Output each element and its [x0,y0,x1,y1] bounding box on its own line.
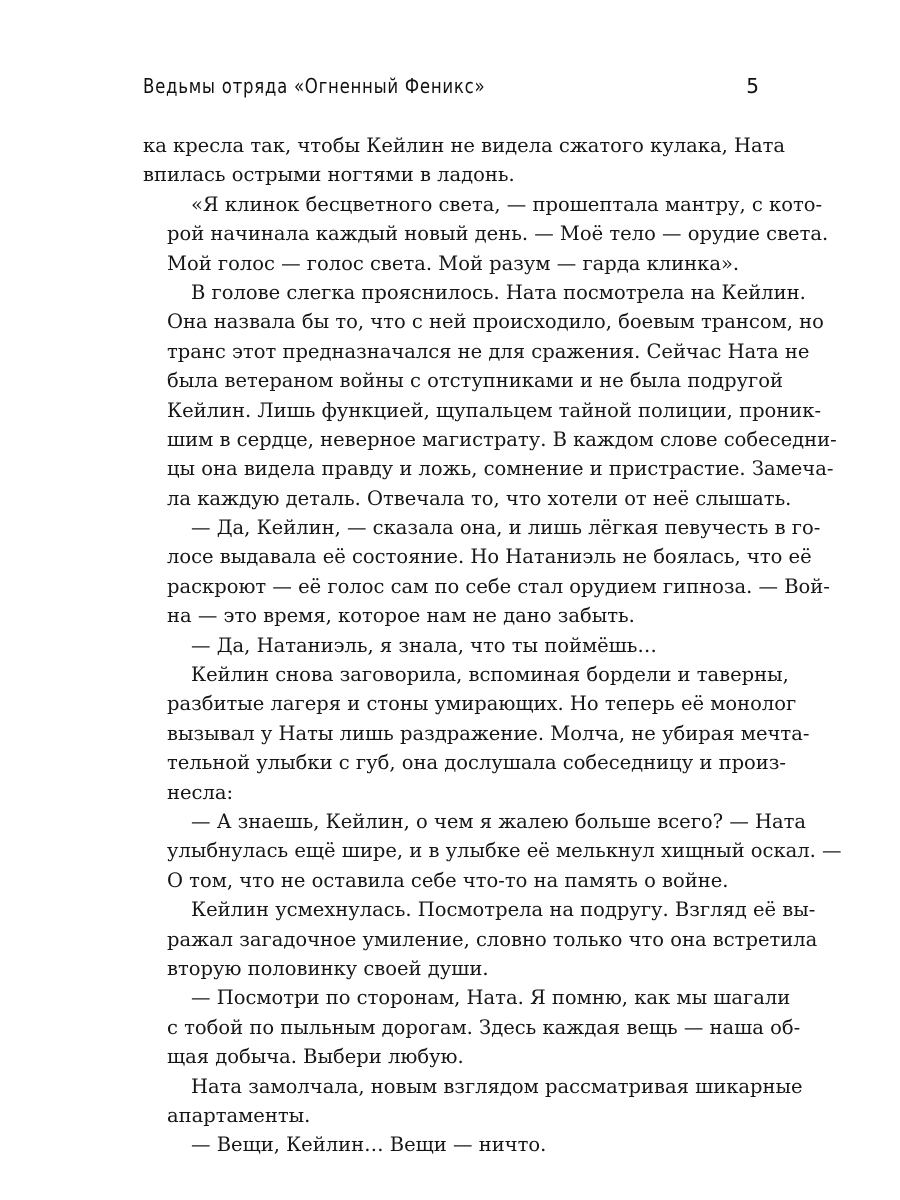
text-line: Она назвала бы то, что с ней происходило, боевым трансом, но [167,310,824,334]
paragraph [143,1130,761,1159]
paragraph [143,807,842,895]
running-header [143,74,761,110]
paragraph [143,190,829,278]
text-line: Мой голос — голос света. Мой разум — гарда клинка». [167,251,740,275]
paragraph [143,278,837,513]
text-line: — Да, Натаниэль, я знала, что ты поймёшь… [191,633,657,657]
text-line: — Да, Кейлин, — сказала она, и лишь лёгкая певучесть в го- [191,516,821,540]
text-line: вторую половинку своей души. [167,956,489,980]
text-line: тельной улыбки с губ, она дослушала собеседницу и произ- [167,751,787,775]
text-line: несла: [167,780,234,804]
text-line: Кейлин. Лишь функцией, щупальцем тайной полиции, проник- [167,398,822,422]
text-line: рой начинала каждый новый день. — Моё тело — орудие света. [167,222,829,246]
text-line: транс этот предназначался не для сражения. Сейчас Ната не [167,339,810,363]
text-line: В голове слегка прояснилось. Ната посмотрела на Кейлин. [191,280,806,304]
paragraph [143,131,786,190]
text-line: была ветераном войны с отступниками и не была подругой [167,369,784,393]
text-line: ражал загадочное умиление, словно только что она встретила [167,927,818,951]
paragraph [143,660,810,807]
body-text [143,131,842,1160]
paragraph [143,983,801,1071]
paragraph [143,631,761,660]
text-line: улыбнулась ещё шире, и в улыбке её мелькнул хищный оскал. — [167,839,842,863]
text-line: ла каждую деталь. Отвечала то, что хотели от неё слышать. [167,486,792,510]
paragraph [143,1072,803,1131]
text-line: вызывал у Наты лишь раздражение. Молча, не убирая мечта- [167,721,810,745]
page-number: 5 [746,74,759,98]
text-line: разбитые лагеря и стоны умирающих. Но теперь её монолог [167,692,797,716]
text-line: апартаменты. [167,1103,311,1127]
text-line: раскроют — её голос сам по себе стал орудием гипноза. — Вой- [167,574,830,598]
text-line: щая добыча. Выбери любую. [167,1045,464,1069]
text-line: на — это время, которое нам не дано забыть. [167,604,635,628]
text-line: — Посмотри по сторонам, Ната. Я помню, как мы шагали [191,986,791,1010]
text-line: Кейлин усмехнулась. Посмотрела на подругу. Взгляд её вы- [191,898,816,922]
text-line: шим в сердце, неверное магистрату. В каждом слове собеседни- [167,427,837,451]
book-title: Ведьмы отряда «Огненный Феникс» [143,74,486,98]
text-line: цы она видела правду и ложь, сомнение и пристрастие. Замеча- [167,457,834,481]
text-line: ка кресла так, чтобы Кейлин не видела сжатого кулака, Ната [143,134,786,157]
text-line: лосе выдавала её состояние. Но Натаниэль не боялась, что её [167,545,812,569]
text-line: Кейлин снова заговорила, вспоминая бордели и таверны, [191,663,789,687]
paragraph [143,513,830,631]
text-line: «Я клинок бесцветного света, — прошептала мантру, с кото- [191,192,823,216]
text-line: О том, что не оставила себе что-то на память о войне. [167,868,729,892]
text-line: с тобой по пыльным дорогам. Здесь каждая вещь — наша об- [167,1015,801,1039]
text-line: — Вещи, Кейлин… Вещи — ничто. [191,1133,547,1157]
paragraph [143,895,818,983]
text-line: впилась острыми ногтями в ладонь. [143,163,515,187]
text-line: Ната замолчала, новым взглядом рассматривая шикарные [191,1074,803,1098]
text-line: — А знаешь, Кейлин, о чем я жалею больше всего? — Ната [191,809,807,833]
